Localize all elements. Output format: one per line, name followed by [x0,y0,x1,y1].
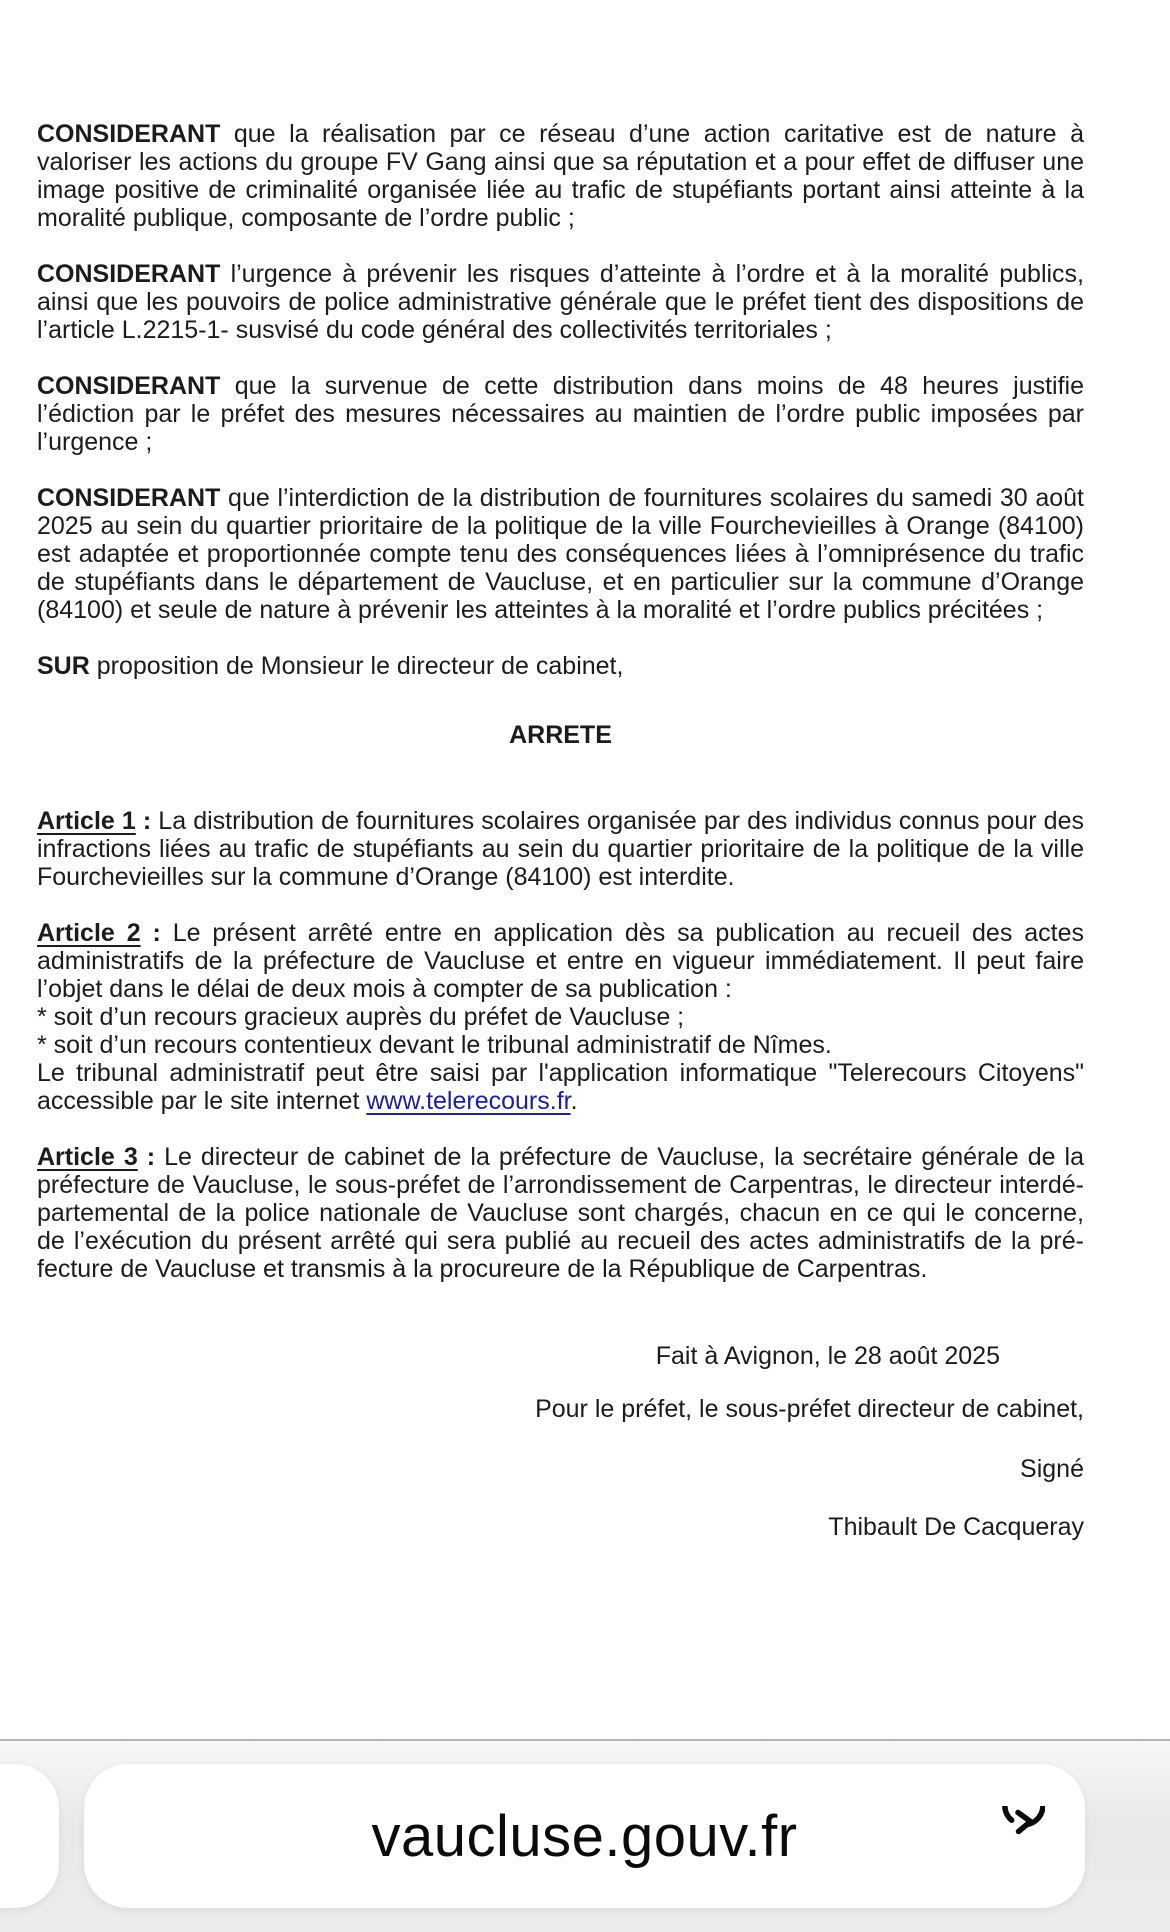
considerant-lead: CONSIDERANT [37,120,221,148]
sur-text: proposition de Monsieur le directeur de cabinet, [96,652,624,680]
article-2-tail: Le tribunal administratif peut être saisi par l'application informatique "Telerecours Citoyens" accessible par le site internet [37,1059,1084,1115]
article-3-label: Article 3 : [37,1143,165,1171]
reload-icon [985,1806,1045,1866]
signature-signed: Signé [1020,1455,1084,1483]
reload-button[interactable] [985,1806,1045,1866]
considerant-lead: CONSIDERANT [37,484,221,512]
article-2-bullet-1: * soit d’un recours gracieux auprès du préfet de Vaucluse ; [37,1003,685,1031]
arrete-heading: ARRETE [509,721,612,749]
article-1-label: Article 1 : [37,807,159,835]
considerant-text: que la réalisation par ce réseau d’une action caritative est de nature à valoriser les actions du groupe FV Gang ainsi que sa réputation et a pour effet de diffuser une image positive de criminalité organisée liée au trafic de stupéfiants portant ainsi atteinte à la moralité publique, composante de l’ordre public ; [37,120,1084,232]
article-1-paragraph [37,807,1084,891]
article-2-tail-end: . [570,1087,578,1115]
article-2-bullet-2: * soit d’un recours contentieux devant le tribunal administratif de Nîmes. [37,1031,832,1059]
considerant-lead: CONSIDERANT [37,260,221,288]
article-2-paragraph [37,919,1084,1115]
considerant-paragraph-1 [37,120,1084,232]
considerant-text: que la survenue de cette distribution dans moins de 48 heures justifie l’édiction par le préfet des mesures nécessaires au maintien de l’ordre public imposées par l’urgence ; [37,372,1085,456]
considerant-text: l’urgence à prévenir les risques d’atteinte à l’ordre et à la moralité publics, ainsi que les pouvoirs de police administrative générale que le préfet tient des dispositions de l’article L.2215-1- susvisé du code général des collectivités territoriales ; [37,260,1084,344]
address-url-text: vaucluse.gouv.fr [371,1803,798,1869]
signature-place-date: Fait à Avignon, le 28 août 2025 [655,1342,1000,1370]
browser-bottom-toolbar [0,1739,1170,1932]
sur-proposition-line [37,652,1084,680]
considerant-lead: CONSIDERANT [37,372,221,400]
considerant-paragraph-2 [37,260,1084,344]
considerant-text: que l’interdiction de la distribution de fournitures scolaires du samedi 30 août 2025 au sein du quartier prioritaire de la politique de la ville Fourchevieilles à Orange (84100) est adaptée et proportionnée compte tenu des conséquences liées à l’omniprésence du trafic de stupéfiants dans le département de Vaucluse, et en particulier sur la commune d’Orange (84100) et seule de nature à prévenir les atteintes à la moralité et l’ordre publics précitées ; [37,484,1084,624]
article-2-label: Article 2 : [37,919,173,947]
sur-lead: SUR [37,652,90,680]
considerant-paragraph-3 [37,372,1084,456]
signature-name: Thibault De Cacqueray [828,1513,1084,1541]
signature-on-behalf: Pour le préfet, le sous-préfet directeur de cabinet, [535,1395,1084,1423]
article-3-paragraph [37,1143,1084,1283]
article-2-intro: Le présent arrêté entre en application dès sa publication au recueil des actes administratifs de la préfecture de Vaucluse et entre en vigueur immédiatement. Il peut faire l’objet dans le délai de deux mois à compter de sa publication : [37,919,1084,1003]
considerant-paragraph-4 [37,484,1084,624]
article-1-text: La distribution de fournitures scolaires organisée par des individus connus pour des infractions liées au trafic de stupéfiants au sein du quartier prioritaire de la politique de la ville Fourchevieilles sur la commune d’Orange (84100) est interdite. [37,807,1084,891]
adjacent-tab-pill[interactable] [0,1764,59,1908]
article-3-text: Le directeur de cabinet de la préfecture de Vaucluse, la secrétaire générale de la préfecture de Vaucluse, le sous-préfet de l’arrondissement de Carpentras, le directeur interdépartemental de la police nationale de Vaucluse sont chargés, chacun en ce qui le concerne, de l’exécution du présent arrêté qui sera publié au recueil des actes administratifs de la préfecture de Vaucluse et transmis à la procureure de la République de Carpentras. [37,1143,1084,1283]
address-bar[interactable] [84,1764,1085,1908]
telerecours-link[interactable]: www.telerecours.fr [366,1087,571,1115]
